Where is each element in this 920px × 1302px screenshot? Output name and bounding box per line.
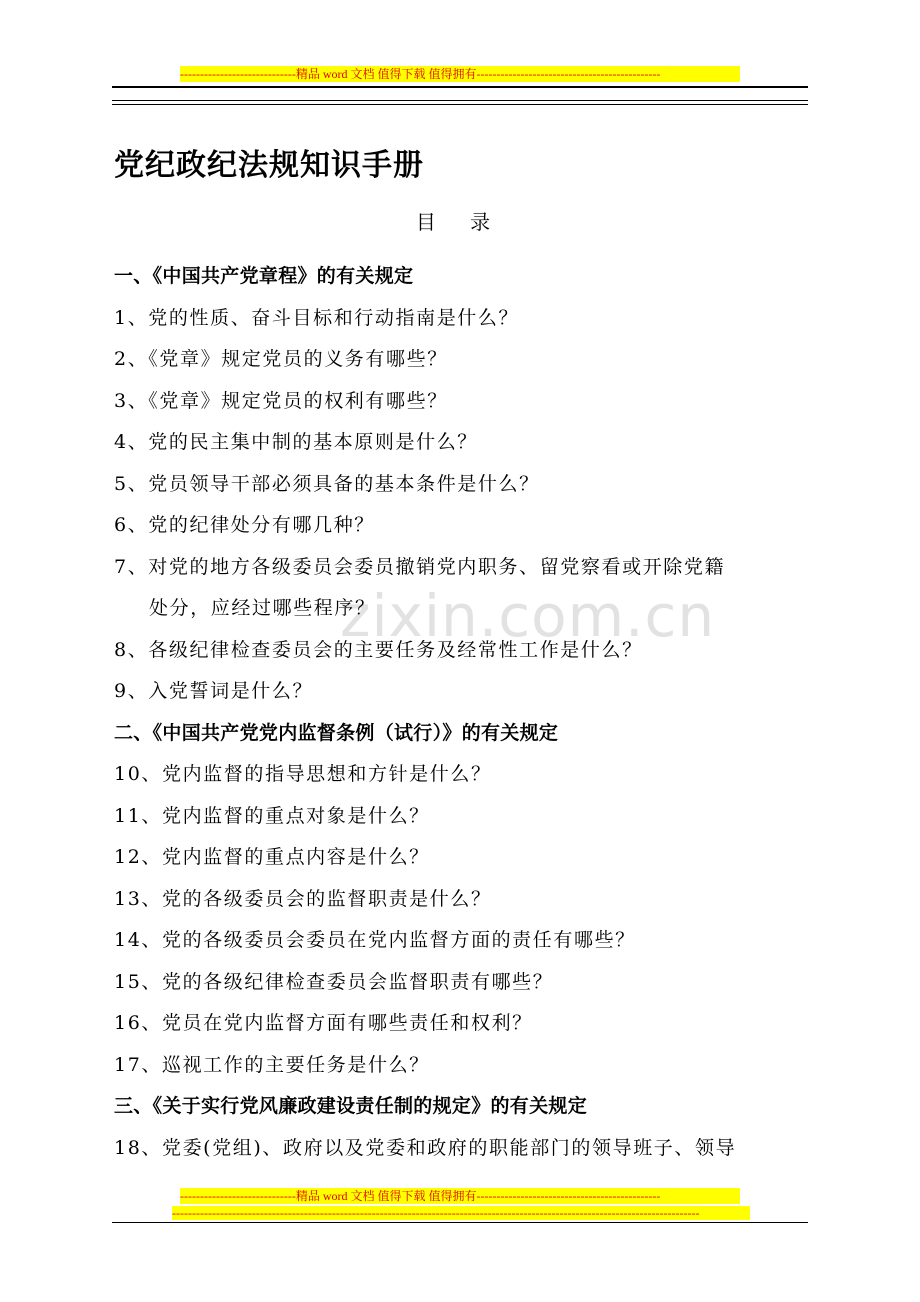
header-rule-thick	[112, 86, 808, 88]
toc-section-heading: 一、《中国共产党章程》的有关规定	[114, 265, 414, 287]
toc-entry: 处分，应经过哪些程序？	[149, 597, 376, 619]
header-banner: -----------------------------精品 word 文档 值得下载 值得拥有----------------------------------------------	[180, 66, 740, 82]
header-rule-thin	[112, 100, 808, 101]
footer-rule	[112, 1222, 808, 1223]
table-of-contents	[114, 256, 814, 1169]
toc-entry: 18、党委(党组)、政府以及党委和政府的职能部门的领导班子、领导	[114, 1136, 737, 1159]
toc-entry: 17、巡视工作的主要任务是什么？	[114, 1053, 430, 1076]
toc-entry: 15、党的各级纪律检查委员会监督职责有哪些？	[114, 970, 554, 993]
watermark: zixin.com.cn	[340, 582, 716, 650]
toc-entry: 4、党的民主集中制的基本原则是什么？	[114, 431, 478, 453]
toc-entry: 10、党内监督的指导思想和方针是什么？	[114, 763, 492, 785]
toc-entry: 13、党的各级委员会的监督职责是什么？	[114, 887, 492, 910]
header-rule-thin	[112, 104, 808, 105]
toc-entry: 2、《党章》规定党员的义务有哪些？	[114, 348, 448, 370]
toc-entry: 11、党内监督的重点对象是什么？	[114, 804, 430, 827]
toc-entry: 6、党的纪律处分有哪几种？	[114, 514, 375, 536]
toc-entry: 14、党的各级委员会委员在党内监督方面的责任有哪些？	[114, 929, 636, 951]
toc-entry: 1、党的性质、奋斗目标和行动指南是什么？	[114, 306, 520, 329]
footer-banner: -----------------------------精品 word 文档 值得下载 值得拥有----------------------------------------------	[180, 1188, 740, 1204]
toc-entry: 12、党内监督的重点内容是什么？	[114, 846, 430, 868]
document-title: 党纪政纪法规知识手册	[114, 148, 424, 183]
toc-entry: 8、各级纪律检查委员会的主要任务及经常性工作是什么？	[114, 638, 643, 661]
footer-banner-dashes: ------------------------------------------------------------------------------------------------------------------------------------	[172, 1206, 750, 1220]
toc-entry: 5、党员领导干部必须具备的基本条件是什么？	[114, 472, 540, 495]
toc-section-heading: 三、《关于实行党风廉政建设责任制的规定》的有关规定	[114, 1095, 588, 1117]
toc-section-heading: 二、《中国共产党党内监督条例（试行）》的有关规定	[114, 721, 559, 744]
toc-entry: 16、党员在党内监督方面有哪些责任和权利？	[114, 1012, 533, 1034]
toc-entry: 7、对党的地方各级委员会委员撤销党内职务、留党察看或开除党籍	[114, 555, 726, 578]
toc-entry: 3、《党章》规定党员的权利有哪些？	[114, 389, 448, 412]
toc-heading: 目 录	[415, 210, 505, 234]
toc-entry: 9、入党誓词是什么？	[114, 680, 314, 702]
